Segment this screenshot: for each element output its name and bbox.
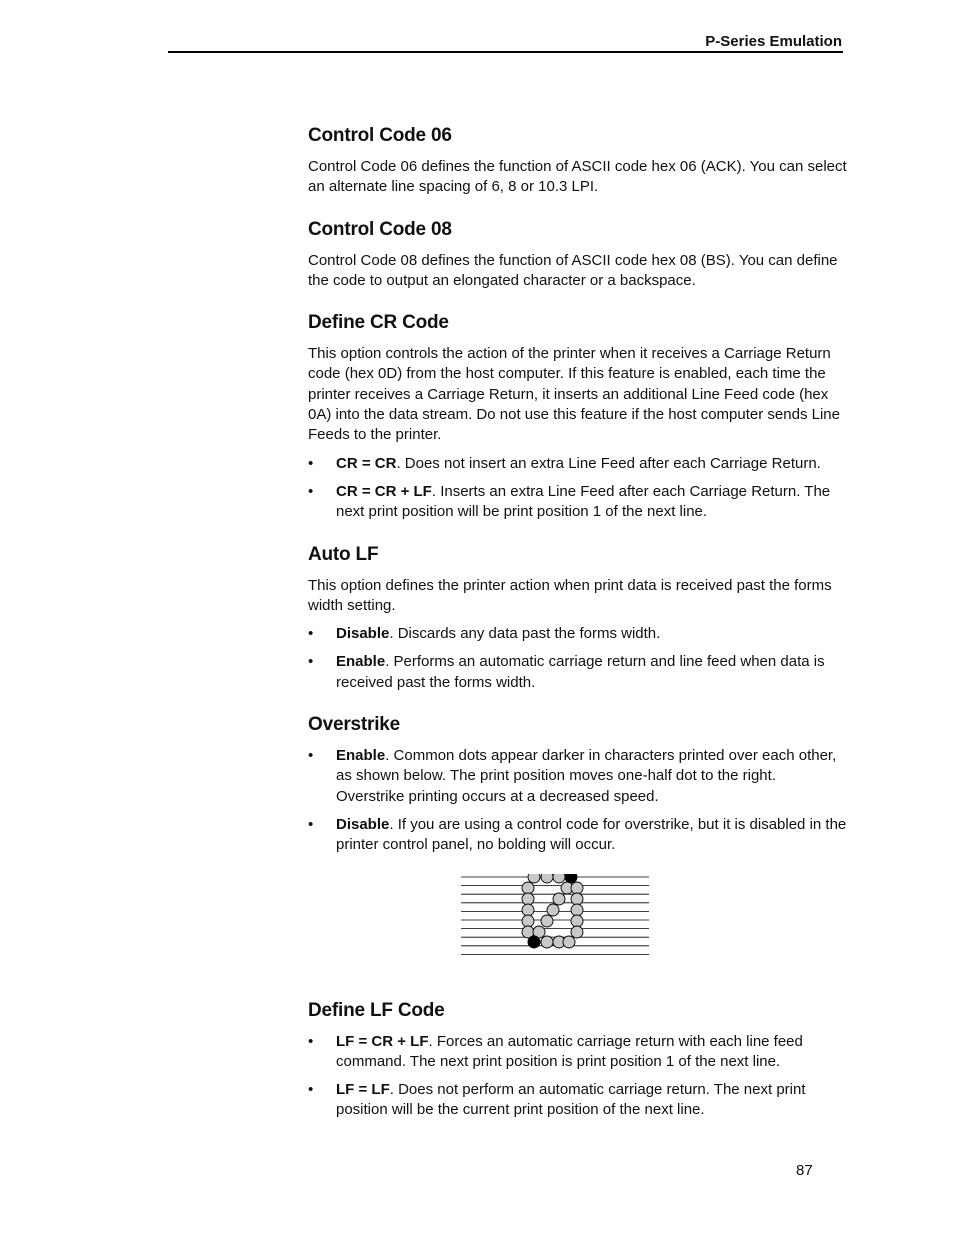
item-text: . Discards any data past the forms width. <box>389 625 661 643</box>
section-heading: Define CR Code <box>308 312 449 334</box>
list-item <box>308 624 848 644</box>
item-text: . Inserts an extra Line Feed after each Carriage Return. The next print position will be print position 1 of the next line. <box>336 482 831 521</box>
print-dot <box>571 882 583 894</box>
list-item <box>308 1032 848 1073</box>
section-heading: Auto LF <box>308 543 379 565</box>
print-dot <box>522 893 534 905</box>
bullet-icon: • <box>308 454 314 472</box>
section-heading: Define LF Code <box>308 999 445 1021</box>
bullet-list <box>308 746 848 855</box>
bullet-icon: • <box>308 747 314 765</box>
bullet-icon: • <box>308 1032 314 1050</box>
print-dot <box>522 915 534 927</box>
print-dot <box>528 874 540 883</box>
item-text: . Performs an automatic carriage return and line feed when data is received past the forms width. <box>336 653 825 691</box>
print-dot <box>571 926 583 938</box>
print-dot <box>563 936 575 948</box>
item-text: . If you are using a control code for overstrike, but it is disabled in the printer control panel, no bolding will occur. <box>336 815 847 854</box>
dark-dot <box>528 936 540 948</box>
print-dot <box>553 874 565 883</box>
page-number: 87 <box>796 1162 813 1179</box>
running-header: P-Series Emulation <box>705 33 842 50</box>
item-text: . Does not perform an automatic carriage return. The next print position will be the current print position of the next line. <box>336 1081 806 1119</box>
list-item <box>308 1080 848 1121</box>
print-dot <box>571 893 583 905</box>
bullet-icon: • <box>308 482 314 500</box>
section-control-code-08 <box>308 218 848 292</box>
list-item <box>308 746 848 807</box>
item-term: Disable <box>336 815 390 833</box>
print-dot <box>541 936 553 948</box>
section-body: Control Code 06 defines the function of ASCII code hex 06 (ACK). You can select an alternate line spacing of 6, 8 or 10.3 LPI. <box>308 158 847 196</box>
item-term: LF = CR + LF <box>336 1032 429 1050</box>
item-text: . Forces an automatic carriage return with each line feed command. The next print position is print position 1 of the next line. <box>336 1032 803 1070</box>
bullet-icon: • <box>308 653 314 671</box>
print-dot <box>522 904 534 916</box>
section-heading: Control Code 06 <box>308 125 452 146</box>
bullet-icon: • <box>308 1081 314 1099</box>
print-dot <box>541 915 553 927</box>
list-item <box>308 482 848 523</box>
item-term: Disable <box>336 625 390 643</box>
item-term: CR = CR <box>336 454 397 472</box>
item-text: . Does not insert an extra Line Feed after each Carriage Return. <box>396 454 821 472</box>
item-term: CR = CR + LF <box>336 482 432 500</box>
overstrike-figure <box>308 874 848 963</box>
bullet-icon: • <box>308 815 314 833</box>
print-dot <box>547 904 559 916</box>
print-dot <box>571 915 583 927</box>
print-dot <box>571 904 583 916</box>
bullet-icon: • <box>308 625 314 643</box>
header-rule <box>168 51 843 53</box>
section-body: Control Code 08 defines the function of ASCII code hex 08 (BS). You can define the code to output an elongated character or a backspace. <box>308 251 838 289</box>
section-heading: Control Code 08 <box>308 218 452 240</box>
section-body: This option controls the action of the printer when it receives a Carriage Return code (hex 0D) from the host computer. If this feature is enabled, each time the printer receives a Carriage Return, it inserts an additional Line Feed code (hex 0A) into the data stream. Do not use this feature if the host computer sends Line Feeds to the printer. <box>308 345 840 444</box>
item-term: Enable <box>336 653 386 671</box>
print-dot <box>522 882 534 894</box>
section-heading: Overstrike <box>308 714 401 736</box>
item-term: Enable <box>336 747 386 765</box>
section-body: This option defines the printer action when print data is received past the forms width setting. <box>308 576 832 614</box>
print-dot <box>541 874 553 883</box>
section-define-cr-code <box>308 311 848 522</box>
item-term: LF = LF <box>336 1081 390 1099</box>
section-auto-lf <box>308 543 848 693</box>
page-content <box>308 124 848 1141</box>
section-control-code-06 <box>308 124 848 198</box>
bullet-list <box>308 1032 848 1121</box>
section-define-lf-code <box>308 999 848 1121</box>
list-item <box>308 815 848 856</box>
list-item <box>308 652 848 693</box>
bullet-list <box>308 624 848 693</box>
section-overstrike <box>308 713 848 962</box>
print-dot <box>553 893 565 905</box>
list-item <box>308 454 848 474</box>
overstrike-dot-diagram <box>461 874 651 958</box>
bullet-list <box>308 454 848 523</box>
item-text: . Common dots appear darker in characters printed over each other, as shown below. The print position moves one-half dot to the right. Overstrike printing occurs at a decreased speed. <box>336 747 837 805</box>
